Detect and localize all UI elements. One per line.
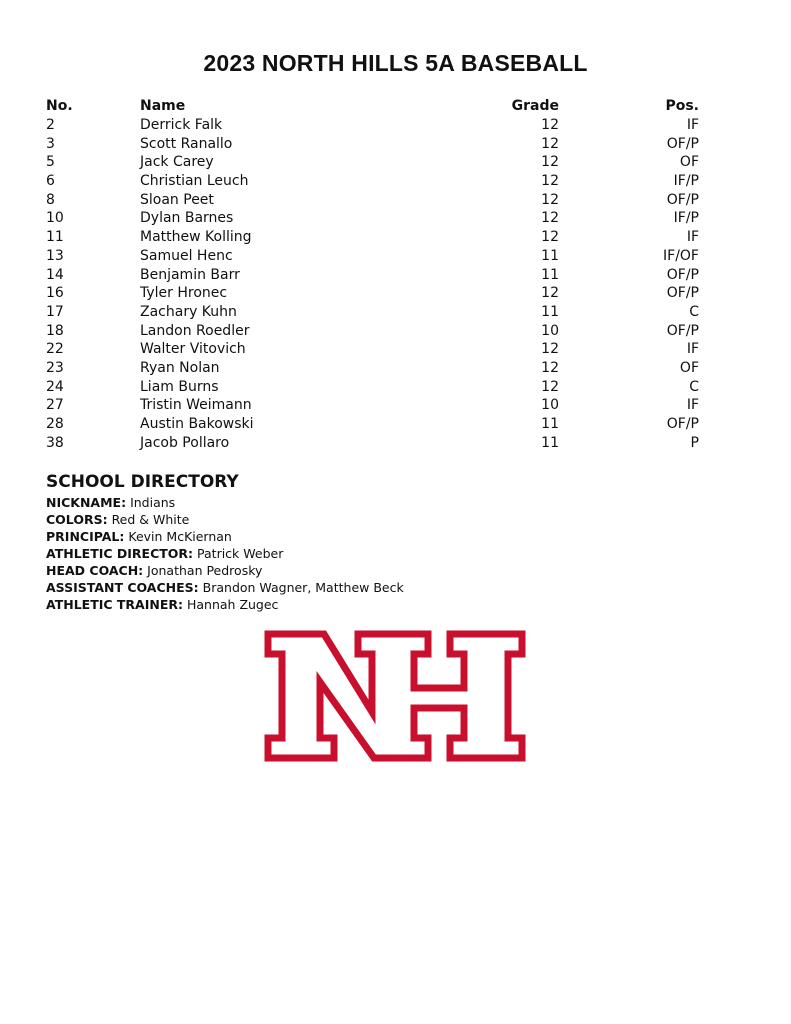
player-position: C bbox=[689, 303, 699, 320]
player-grade: 12 bbox=[541, 154, 559, 171]
player-number: 10 bbox=[46, 210, 64, 227]
player-grade: 10 bbox=[541, 322, 559, 339]
player-position: OF/P bbox=[666, 191, 699, 208]
directory-entry bbox=[46, 494, 646, 511]
roster-row bbox=[46, 359, 706, 378]
roster-row bbox=[46, 340, 706, 359]
directory-value: Indians bbox=[130, 495, 176, 510]
player-number: 17 bbox=[46, 303, 64, 320]
player-grade: 12 bbox=[541, 378, 559, 395]
directory-entry bbox=[46, 511, 646, 528]
player-number: 14 bbox=[46, 266, 64, 283]
roster-row bbox=[46, 191, 706, 210]
directory-label: ASSISTANT COACHES: bbox=[46, 580, 199, 595]
directory-value: Kevin McKiernan bbox=[128, 529, 232, 544]
player-number: 13 bbox=[46, 247, 64, 264]
directory-list bbox=[46, 494, 646, 613]
nh-logo-mark bbox=[268, 634, 522, 758]
player-grade: 12 bbox=[541, 210, 559, 227]
directory-value: Brandon Wagner, Matthew Beck bbox=[202, 580, 404, 595]
player-position: IF bbox=[686, 341, 699, 358]
player-name: Ryan Nolan bbox=[140, 359, 220, 376]
player-number: 24 bbox=[46, 378, 64, 395]
roster-row bbox=[46, 247, 706, 266]
header-grade: Grade bbox=[511, 98, 559, 114]
player-name: Benjamin Barr bbox=[140, 266, 240, 283]
roster-row bbox=[46, 228, 706, 247]
player-name: Liam Burns bbox=[140, 378, 219, 395]
directory-label: ATHLETIC TRAINER: bbox=[46, 597, 183, 612]
directory-label: COLORS: bbox=[46, 512, 108, 527]
player-position: OF/P bbox=[666, 322, 699, 339]
nh-logo bbox=[264, 630, 526, 762]
player-name: Derrick Falk bbox=[140, 117, 223, 133]
player-position: IF/P bbox=[673, 173, 699, 190]
player-number: 22 bbox=[46, 341, 64, 358]
page-title: 2023 NORTH HILLS 5A BASEBALL bbox=[203, 50, 588, 76]
player-name: Austin Bakowski bbox=[140, 416, 254, 432]
player-number: 2 bbox=[46, 117, 55, 133]
player-name: Landon Roedler bbox=[140, 322, 250, 339]
player-grade: 12 bbox=[541, 341, 559, 358]
roster-row bbox=[46, 396, 706, 415]
directory-entry bbox=[46, 596, 646, 613]
roster-row bbox=[46, 434, 706, 453]
directory-label: ATHLETIC DIRECTOR: bbox=[46, 546, 194, 561]
player-name: Zachary Kuhn bbox=[140, 303, 237, 320]
player-name: Jacob Pollaro bbox=[140, 434, 230, 451]
player-position: OF bbox=[679, 154, 699, 171]
player-position: OF/P bbox=[666, 135, 699, 152]
roster-row bbox=[46, 303, 706, 322]
player-name: Sloan Peet bbox=[140, 191, 214, 208]
player-name: Tristin Weimann bbox=[140, 397, 252, 414]
roster-row bbox=[46, 153, 706, 172]
directory-label: NICKNAME: bbox=[46, 495, 127, 510]
roster-rows bbox=[46, 116, 706, 452]
player-number: 38 bbox=[46, 434, 64, 451]
player-number: 18 bbox=[46, 322, 64, 339]
player-position: IF bbox=[686, 117, 699, 133]
roster-row bbox=[46, 135, 706, 154]
player-position: IF bbox=[686, 397, 699, 414]
player-grade: 11 bbox=[541, 266, 559, 283]
roster-row bbox=[46, 172, 706, 191]
player-name: Scott Ranallo bbox=[140, 135, 233, 152]
player-position: OF bbox=[679, 359, 699, 376]
roster-row bbox=[46, 209, 706, 228]
header-name: Name bbox=[140, 98, 186, 114]
player-number: 27 bbox=[46, 397, 64, 414]
roster-row bbox=[46, 322, 706, 341]
player-number: 11 bbox=[46, 229, 64, 246]
player-grade: 12 bbox=[541, 135, 559, 152]
player-grade: 11 bbox=[541, 303, 559, 320]
roster-row bbox=[46, 266, 706, 285]
directory-label: HEAD COACH: bbox=[46, 563, 144, 578]
directory-entry bbox=[46, 579, 646, 596]
roster-header-row bbox=[46, 96, 706, 116]
header-pos: Pos. bbox=[665, 98, 699, 114]
directory-heading: SCHOOL DIRECTORY bbox=[46, 472, 239, 492]
player-name: Matthew Kolling bbox=[140, 229, 252, 246]
directory-entry bbox=[46, 562, 646, 579]
roster-row bbox=[46, 415, 706, 434]
roster-row bbox=[46, 284, 706, 303]
player-number: 6 bbox=[46, 173, 55, 190]
player-position: IF/P bbox=[673, 210, 699, 227]
player-grade: 12 bbox=[541, 285, 559, 302]
roster-row bbox=[46, 378, 706, 397]
player-number: 16 bbox=[46, 285, 64, 302]
header-no: No. bbox=[46, 98, 73, 114]
player-position: IF bbox=[686, 229, 699, 246]
player-position: OF/P bbox=[666, 266, 699, 283]
player-grade: 11 bbox=[541, 247, 559, 264]
player-position: OF/P bbox=[666, 416, 699, 432]
player-number: 23 bbox=[46, 359, 64, 376]
player-name: Samuel Henc bbox=[140, 247, 233, 264]
player-position: P bbox=[690, 434, 699, 451]
player-grade: 12 bbox=[541, 229, 559, 246]
directory-value: Patrick Weber bbox=[197, 546, 284, 561]
roster-table bbox=[46, 96, 706, 452]
player-name: Christian Leuch bbox=[140, 173, 249, 190]
player-number: 28 bbox=[46, 416, 64, 432]
directory-label: PRINCIPAL: bbox=[46, 529, 125, 544]
school-directory bbox=[46, 472, 646, 613]
player-position: OF/P bbox=[666, 285, 699, 302]
player-name: Jack Carey bbox=[140, 154, 214, 171]
player-name: Dylan Barnes bbox=[140, 210, 234, 227]
player-grade: 11 bbox=[541, 416, 559, 432]
player-grade: 11 bbox=[541, 434, 559, 451]
player-number: 5 bbox=[46, 154, 55, 171]
directory-entry bbox=[46, 528, 646, 545]
player-grade: 12 bbox=[541, 359, 559, 376]
directory-value: Jonathan Pedrosky bbox=[147, 563, 263, 578]
player-position: IF/OF bbox=[663, 247, 699, 264]
player-grade: 10 bbox=[541, 397, 559, 414]
player-position: C bbox=[689, 378, 699, 395]
directory-value: Red & White bbox=[111, 512, 190, 527]
player-grade: 12 bbox=[541, 117, 559, 133]
directory-entry bbox=[46, 545, 646, 562]
player-grade: 12 bbox=[541, 191, 559, 208]
roster-row bbox=[46, 116, 706, 135]
player-number: 8 bbox=[46, 191, 55, 208]
player-grade: 12 bbox=[541, 173, 559, 190]
player-name: Walter Vitovich bbox=[140, 341, 246, 358]
player-name: Tyler Hronec bbox=[140, 285, 228, 302]
player-number: 3 bbox=[46, 135, 55, 152]
directory-value: Hannah Zugec bbox=[186, 597, 279, 612]
